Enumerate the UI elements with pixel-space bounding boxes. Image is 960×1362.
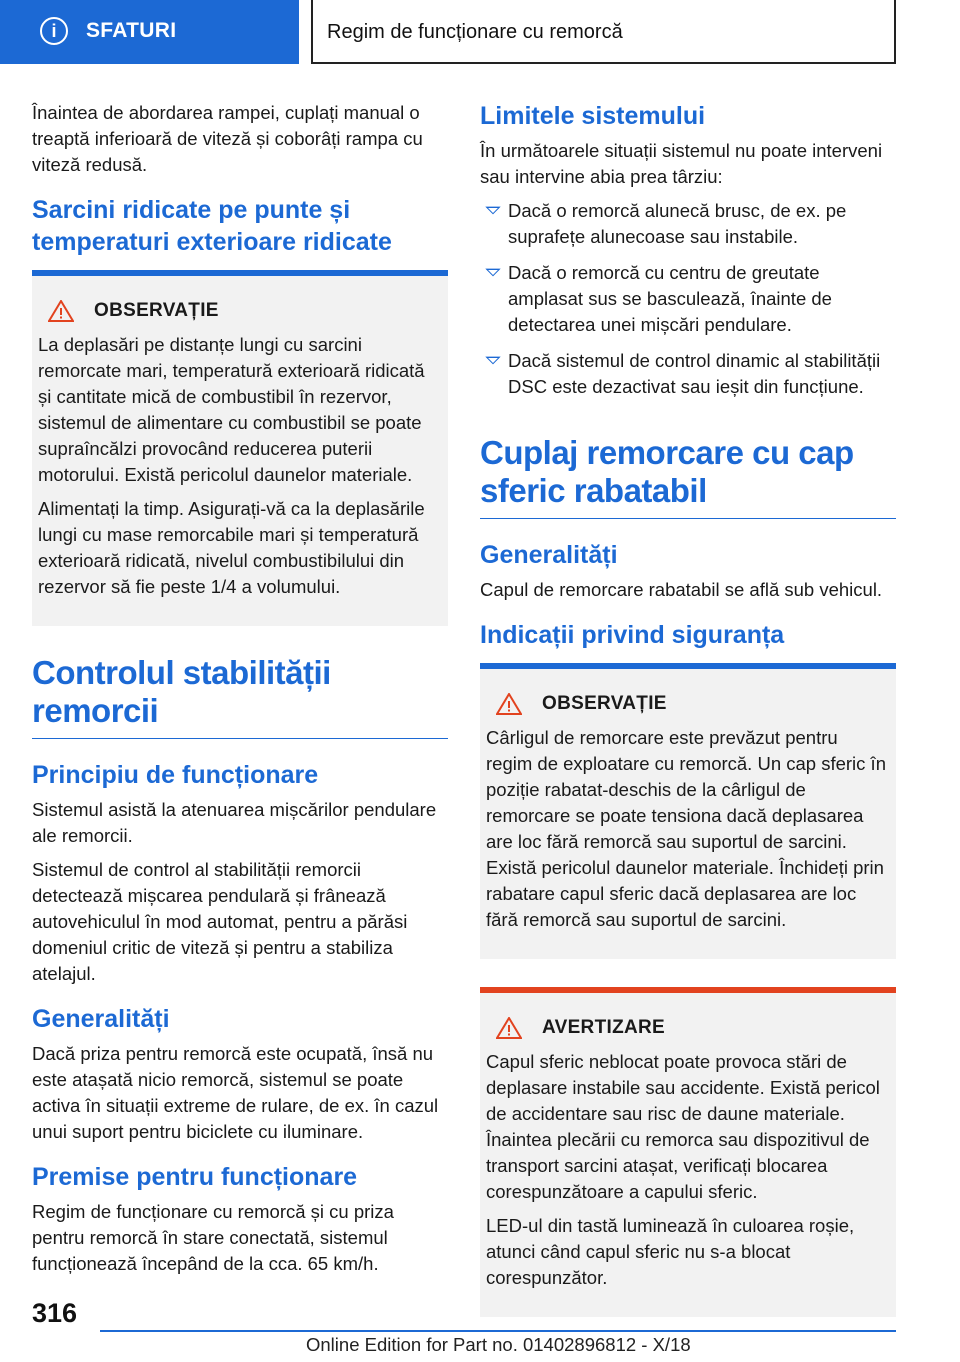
right-column xyxy=(480,100,896,1325)
heading-indicatii: Indicații privind siguranța xyxy=(480,619,896,669)
heading-limitele: Limitele sistemului xyxy=(480,102,706,130)
list-item: Dacă sistemul de control dinamic al stabilității DSC este dezactivat sau ieșit din funcțiune. xyxy=(480,348,896,400)
principiu-paragraph: Sistemul de control al stabilității remorcii detectează mișcarea pendulară și frânează autovehiculul în mod automat, pentru a părăsi domeniul critic de viteză și pentru a stabiliza atelajul. xyxy=(32,859,408,984)
warning-icon xyxy=(496,693,522,715)
heading-cuplaj: Cuplaj remorcare cu cap sferic rabatabil xyxy=(480,434,896,519)
generalitati-paragraph: Dacă priza pentru remorcă este ocupată, însă nu este atașată nicio remorcă, sistemul se poate activa în situații extreme de rulare, de ex. în cazul unui suport pentru biciclete cu iluminare. xyxy=(32,1043,439,1142)
header-tab-label: SFATURI xyxy=(86,19,177,42)
intro-paragraph: Înaintea de abordarea rampei, cuplați manual o treaptă inferioară de viteză și coborâți rampa cu viteză redusă. xyxy=(32,102,423,175)
heading-generalitati: Generalități xyxy=(32,1005,170,1033)
note-box-observatie xyxy=(32,276,448,626)
note-text: La deplasări pe distanțe lungi cu sarcini remorcate mari, temperatură exterioară ridicată și cantitate mică de combustibil în rezervor, sistemul de alimentare cu combustibil se poate supraîncălzi provocând reducerea puterii motorului. Există pericolul daunelor materiale. xyxy=(38,334,425,485)
principiu-paragraph: Sistemul asistă la atenuarea mișcărilor pendulare ale remorcii. xyxy=(32,799,437,846)
note-label: OBSERVAȚIE xyxy=(94,300,219,321)
header-title-box xyxy=(311,0,896,64)
header-tab xyxy=(0,0,299,64)
heading-sarcini: Sarcini ridicate pe punte și temperaturi exterioare ridicate xyxy=(32,194,448,276)
header-title: Regim de funcționare cu remorcă xyxy=(327,21,623,43)
left-column xyxy=(32,100,448,1285)
note-box-observatie xyxy=(480,669,896,959)
list-item: Dacă o remorcă cu centru de greutate amplasat sus se basculează, înainte de detectarea unei mișcări pendulare. xyxy=(480,260,896,338)
note-head xyxy=(486,693,888,715)
list-item: Dacă o remorcă alunecă brusc, de ex. pe suprafețe alunecoase sau instabile. xyxy=(480,198,896,250)
premise-paragraph: Regim de funcționare cu remorcă și cu priza pentru remorcă în stare conectată, sistemul funcționează începând de la cca. 65 km/h. xyxy=(32,1201,394,1274)
note-text: Cârligul de remorcare este prevăzut pentru regim de exploatare cu remorcă. Un cap sferic în poziție rabatat-deschis de la cârligul de remorcare se poate tensiona dacă deplasarea are loc fără remorcă sau suportul de sarcini. Există pericolul daunelor materiale. Închideți prin rabatare capul sferic dacă deplasarea are loc fără remorcă sau suportul de sarcini. xyxy=(486,727,886,930)
generalitati-right-paragraph: Capul de remorcare rabatabil se află sub vehicul. xyxy=(480,579,883,600)
triangle-bullet-icon xyxy=(485,207,500,215)
heading-control-stabilitate: Controlul stabilității remorcii xyxy=(32,654,448,739)
note-label: AVERTIZARE xyxy=(542,1017,665,1038)
warning-icon xyxy=(48,300,74,322)
heading-principiu: Principiu de funcționare xyxy=(32,761,319,789)
note-text: LED-ul din tastă luminează în culoarea roșie, atunci când capul sferic nu s-a blocat corespunzător. xyxy=(486,1215,855,1288)
footer-edition: Online Edition for Part no. 01402896812 - X/18 xyxy=(306,1334,691,1355)
note-box-avertizare xyxy=(480,987,896,1317)
heading-premise: Premise pentru funcționare xyxy=(32,1163,358,1191)
heading-generalitati-right: Generalități xyxy=(480,541,618,569)
footer-rule xyxy=(100,1330,896,1332)
warning-icon xyxy=(496,1017,522,1039)
limitele-list xyxy=(480,198,896,400)
triangle-bullet-icon xyxy=(485,357,500,365)
note-text: Alimentați la timp. Asigurați-vă ca la deplasările lungi cu mase remorcabile mari și temperatură exterioară ridicată, nivelul combustibilului din rezervor să fie peste 1/4 a volumului. xyxy=(38,498,425,597)
note-head xyxy=(486,1017,888,1039)
note-text: Capul sferic neblocat poate provoca stări de deplasare instabile sau accidente. Există pericol de accidentare sau risc de daune materiale. Înaintea plecării cu remorca sau dispozitivul de transport sarcini atașat, verificați blocarea corespunzătoare a capului sferic. xyxy=(486,1051,880,1202)
info-icon: i xyxy=(40,17,68,45)
note-head xyxy=(38,300,440,322)
limitele-paragraph: În următoarele situații sistemul nu poate interveni sau intervine abia prea târziu: xyxy=(480,140,883,187)
triangle-bullet-icon xyxy=(485,269,500,277)
page-number: 316 xyxy=(32,1298,78,1328)
note-label: OBSERVAȚIE xyxy=(542,693,667,714)
